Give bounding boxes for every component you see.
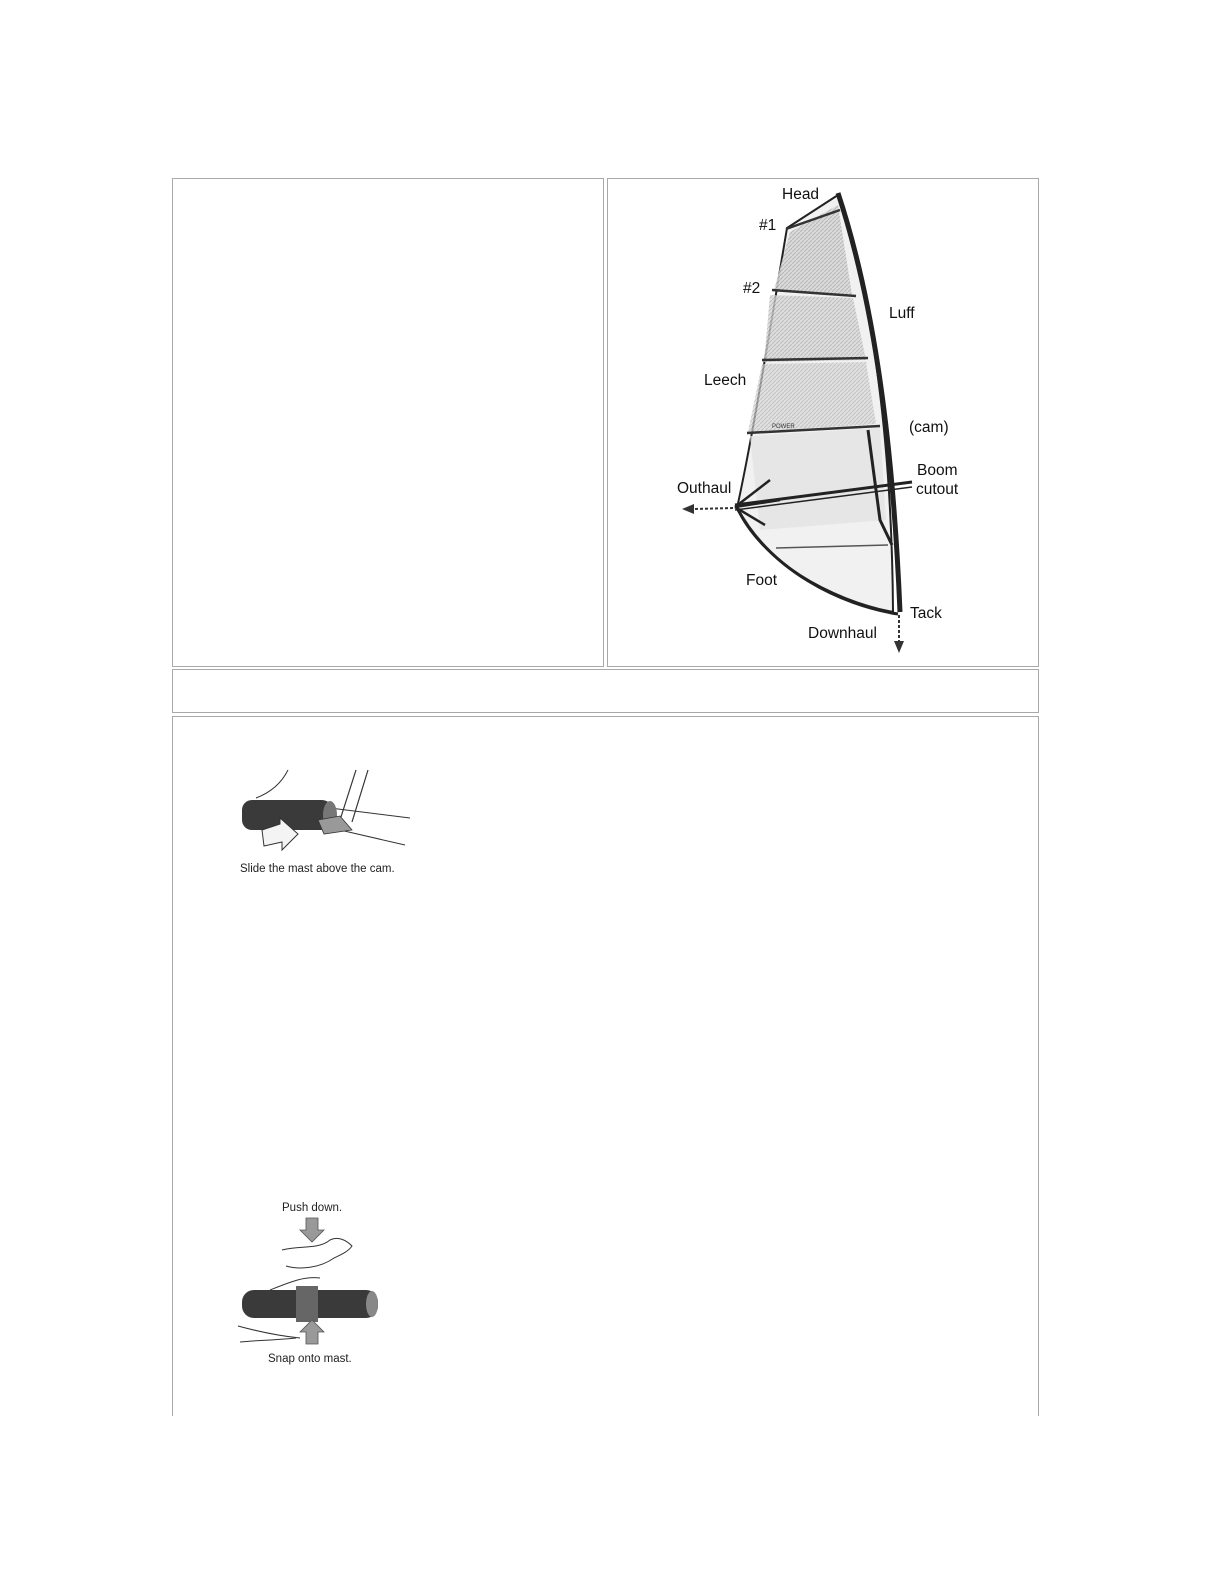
step2-bottom-caption: Snap onto mast.: [268, 1353, 352, 1365]
label-luff: Luff: [889, 305, 915, 322]
label-downhaul: Downhaul: [808, 625, 877, 642]
label-cam: (cam): [909, 419, 949, 436]
label-leech: Leech: [704, 372, 747, 389]
sail-illustration: [682, 193, 912, 653]
step2-top-caption: Push down.: [282, 1202, 343, 1214]
label-cutout: cutout: [916, 481, 959, 498]
label-foot: Foot: [746, 572, 778, 589]
label-boom: Boom: [917, 462, 958, 479]
svg-text:POWER: POWER: [772, 424, 795, 430]
label-tack: Tack: [910, 605, 942, 622]
label-batten-2: #2: [743, 280, 761, 297]
step1-caption: Slide the mast above the cam.: [240, 863, 395, 875]
label-head: Head: [782, 186, 820, 203]
label-outhaul: Outhaul: [677, 480, 732, 497]
label-batten-1: #1: [759, 217, 777, 234]
